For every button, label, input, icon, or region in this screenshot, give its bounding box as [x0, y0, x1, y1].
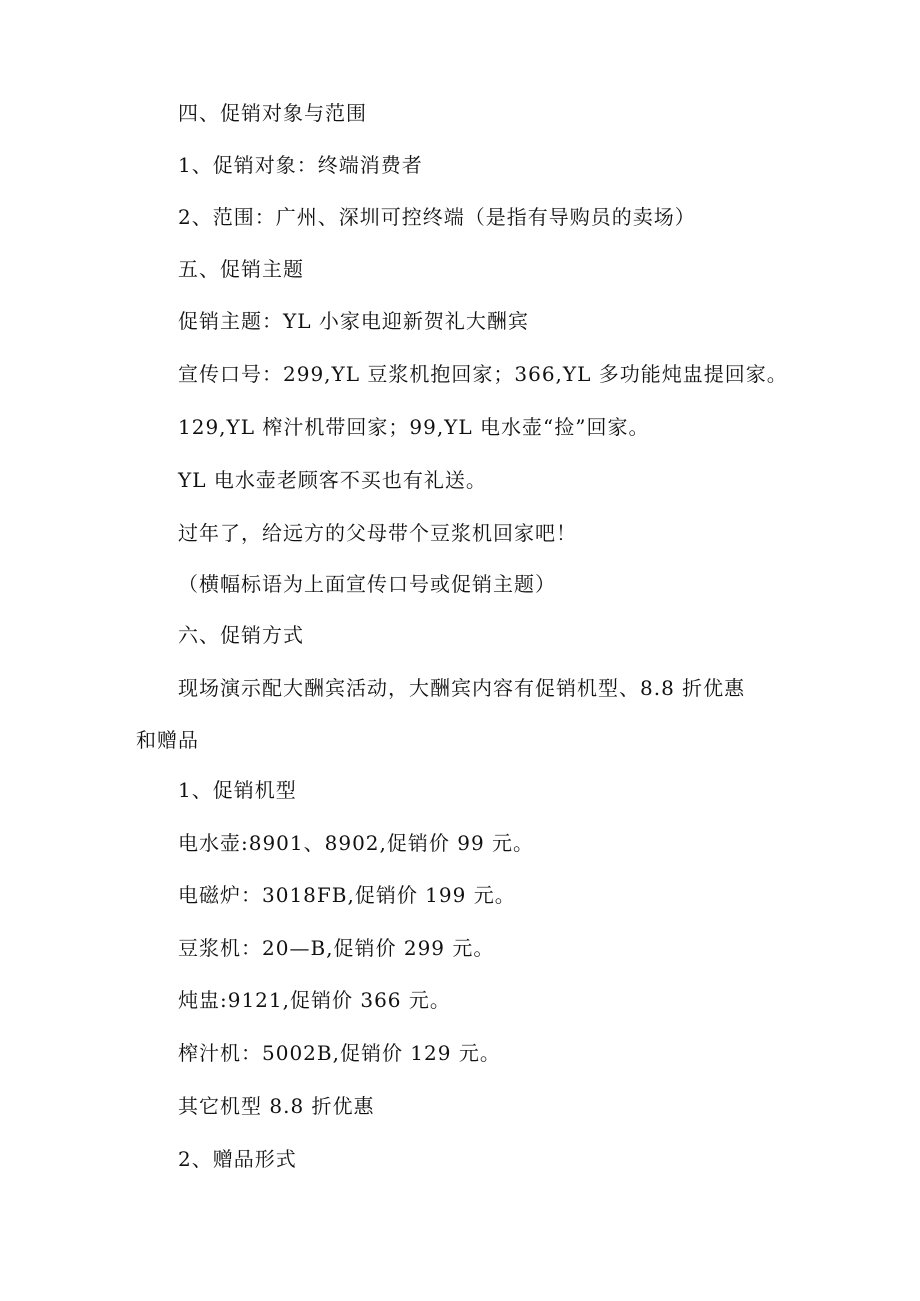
paragraph-promo-method-cont: 和赠品 — [136, 728, 199, 752]
list-item-induction-cooker: 电磁炉：3018FB,促销价 199 元。 — [178, 883, 516, 907]
paragraph-promo-theme: 促销主题：YL 小家电迎新贺礼大酬宾 — [178, 309, 529, 333]
paragraph-promo-target: 1、促销对象：终端消费者 — [178, 153, 423, 177]
paragraph-slogan-2: 129,YL 榨汁机带回家；99,YL 电水壶“捡”回家。 — [178, 415, 650, 439]
section-heading-5: 五、促销主题 — [178, 257, 304, 281]
list-item-juicer: 榨汁机：5002B,促销价 129 元。 — [178, 1041, 501, 1065]
paragraph-promo-method: 现场演示配大酬宾活动，大酬宾内容有促销机型、8.8 折优惠 — [178, 676, 746, 700]
section-heading-6: 六、促销方式 — [178, 623, 304, 647]
paragraph-slogan-3: YL 电水壶老顾客不买也有礼送。 — [178, 468, 487, 492]
paragraph-slogan-4: 过年了，给远方的父母带个豆浆机回家吧！ — [178, 521, 577, 545]
list-item-kettle: 电水壶:8901、8902,促销价 99 元。 — [178, 831, 535, 855]
paragraph-promo-scope: 2、范围：广州、深圳可控终端（是指有导购员的卖场） — [178, 205, 696, 229]
list-item-stew-pot: 炖盅:9121,促销价 366 元。 — [178, 988, 451, 1012]
paragraph-slogan-1: 宣传口号：299,YL 豆浆机抱回家；366,YL 多功能炖盅提回家。 — [178, 362, 788, 386]
paragraph-banner-note: （横幅标语为上面宣传口号或促销主题） — [178, 572, 556, 596]
section-heading-4: 四、促销对象与范围 — [178, 101, 367, 125]
list-item-other-models: 其它机型 8.8 折优惠 — [178, 1094, 375, 1118]
subheading-gift-form: 2、赠品形式 — [178, 1147, 297, 1171]
list-item-soymilk-maker: 豆浆机：20—B,促销价 299 元。 — [178, 936, 495, 960]
subheading-promo-models: 1、促销机型 — [178, 778, 297, 802]
